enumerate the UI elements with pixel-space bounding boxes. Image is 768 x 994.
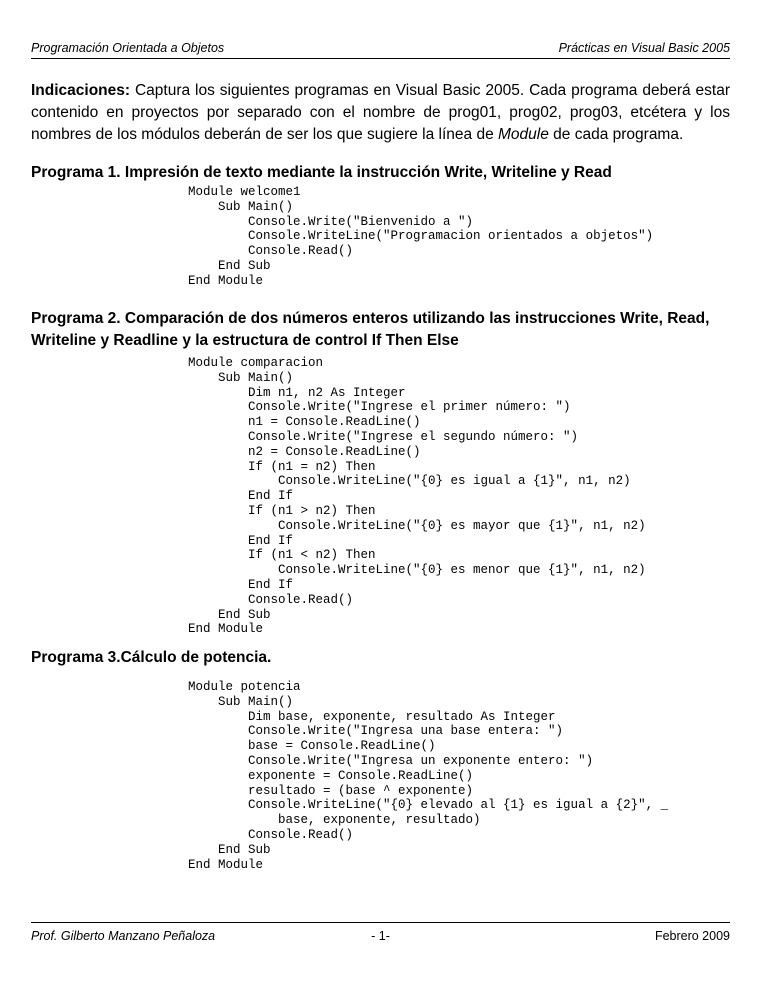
footer-page-number: - 1- [371, 929, 390, 943]
page-header [31, 40, 730, 59]
instructions-paragraph [31, 80, 730, 146]
header-practice-title: Prácticas en Visual Basic 2005 [558, 41, 730, 55]
program-3-title: Programa 3.Cálculo de potencia. [31, 649, 272, 666]
footer-author: Prof. Gilberto Manzano Peñaloza [31, 929, 216, 943]
instructions-text-end: de cada programa. [548, 126, 684, 143]
program-1-title: Programa 1. Impresión de texto mediante la instrucción Write, Writeline y Read [31, 164, 612, 181]
program-3-code: Module potencia Sub Main() Dim base, exponente, resultado As Integer Console.Write("Ingresa una base entera: ") base = Console.ReadLine() Console.Write("Ingresa un exponente entero: ") exponente = Console.ReadLine() resultado = (base ^ exponente) Console.WriteLine("{0} elevado al {1} es igual a {2}", _ base, exponente, resultado) Console.Read() End Sub End Module [188, 680, 669, 872]
module-emphasis: Module [498, 126, 549, 143]
program-2-code: Module comparacion Sub Main() Dim n1, n2 As Integer Console.Write("Ingrese el primer número: ") n1 = Console.ReadLine() Console.Write("Ingrese el segundo número: ") n2 = Console.ReadLine() If (n1 = n2) Then Console.WriteLine("{0} es igual a {1}", n1, n2) End If If (n1 > n2) Then Console.WriteLine("{0} es mayor que {1}", n1, n2) End If If (n1 < n2) Then Console.WriteLine("{0} es menor que {1}", n1, n2) End If Console.Read() End Sub End Module [188, 356, 646, 637]
instructions-label: Indicaciones: [31, 82, 131, 99]
program-2-title: Programa 2. Comparación de dos números enteros utilizando las instrucciones Write, Read, Writeline y Readline y la estructura de control If Then Else [31, 310, 710, 349]
instructions-text: Captura los siguientes programas en Visual Basic 2005. Cada programa deberá estar contenido en proyectos por separado con el nombre de prog01, prog02, prog03, etcétera y los nombres de los módulos deberán de ser los que sugiere la línea de [31, 82, 730, 143]
page-footer [31, 922, 730, 946]
footer-date: Febrero 2009 [654, 929, 730, 943]
header-course-title: Programación Orientada a Objetos [31, 41, 225, 55]
program-1-code: Module welcome1 Sub Main() Console.Write("Bienvenido a ") Console.WriteLine("Programacion orientados a objetos") Console.Read() End Sub End Module [188, 185, 654, 288]
